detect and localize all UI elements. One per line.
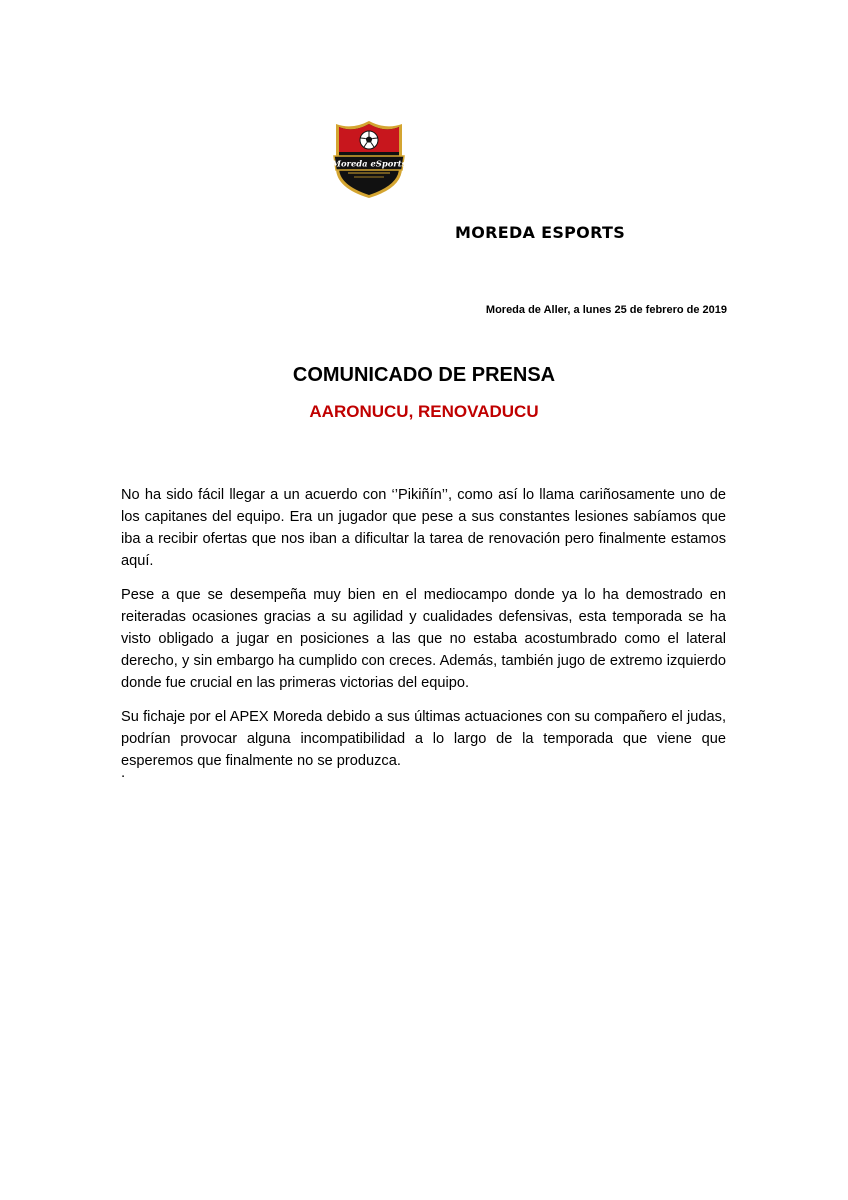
date-line: Moreda de Aller, a lunes 25 de febrero de 2019	[485, 304, 727, 316]
press-release-subtitle: AARONUCU, RENOVADUCU	[309, 402, 539, 421]
body-paragraph: No ha sido fácil llegar a un acuerdo con ‘’Pikiñín’’, como así lo llama cariñosamente uno de los capitanes del equipo. Era un jugador que pese a sus constantes lesiones sabíamos que iba a recibir ofertas que nos iban a dificultar la tarea de renovación pero finalmente estamos aquí.	[121, 487, 726, 569]
press-release-title: COMUNICADO DE PRENSA	[292, 364, 556, 386]
organization-name: MOREDA ESPORTS	[455, 223, 626, 242]
logo-text: Moreda eSports	[332, 158, 406, 169]
body-paragraph: Pese a que se desempeña muy bien en el mediocampo donde ya lo ha demostrado en reiteradas ocasiones gracias a su agilidad y cualidades defensivas, esta temporada se ha visto obligado a jugar en posiciones a las que no estaba acostumbrado como el lateral derecho, y sin embargo ha cumplido con creces. Además, también jugo de extremo izquierdo donde fue crucial en las primeras victorias del equipo.	[121, 587, 726, 691]
press-release-body	[121, 484, 726, 784]
trailing-punctuation: .	[121, 764, 126, 781]
body-paragraph: Su fichaje por el APEX Moreda debido a sus últimas actuaciones con su compañero el judas, podrían provocar alguna incompatibilidad a lo largo de la temporada que viene que esperemos que finalmente no se produzca.	[121, 709, 726, 769]
team-logo	[332, 118, 406, 200]
